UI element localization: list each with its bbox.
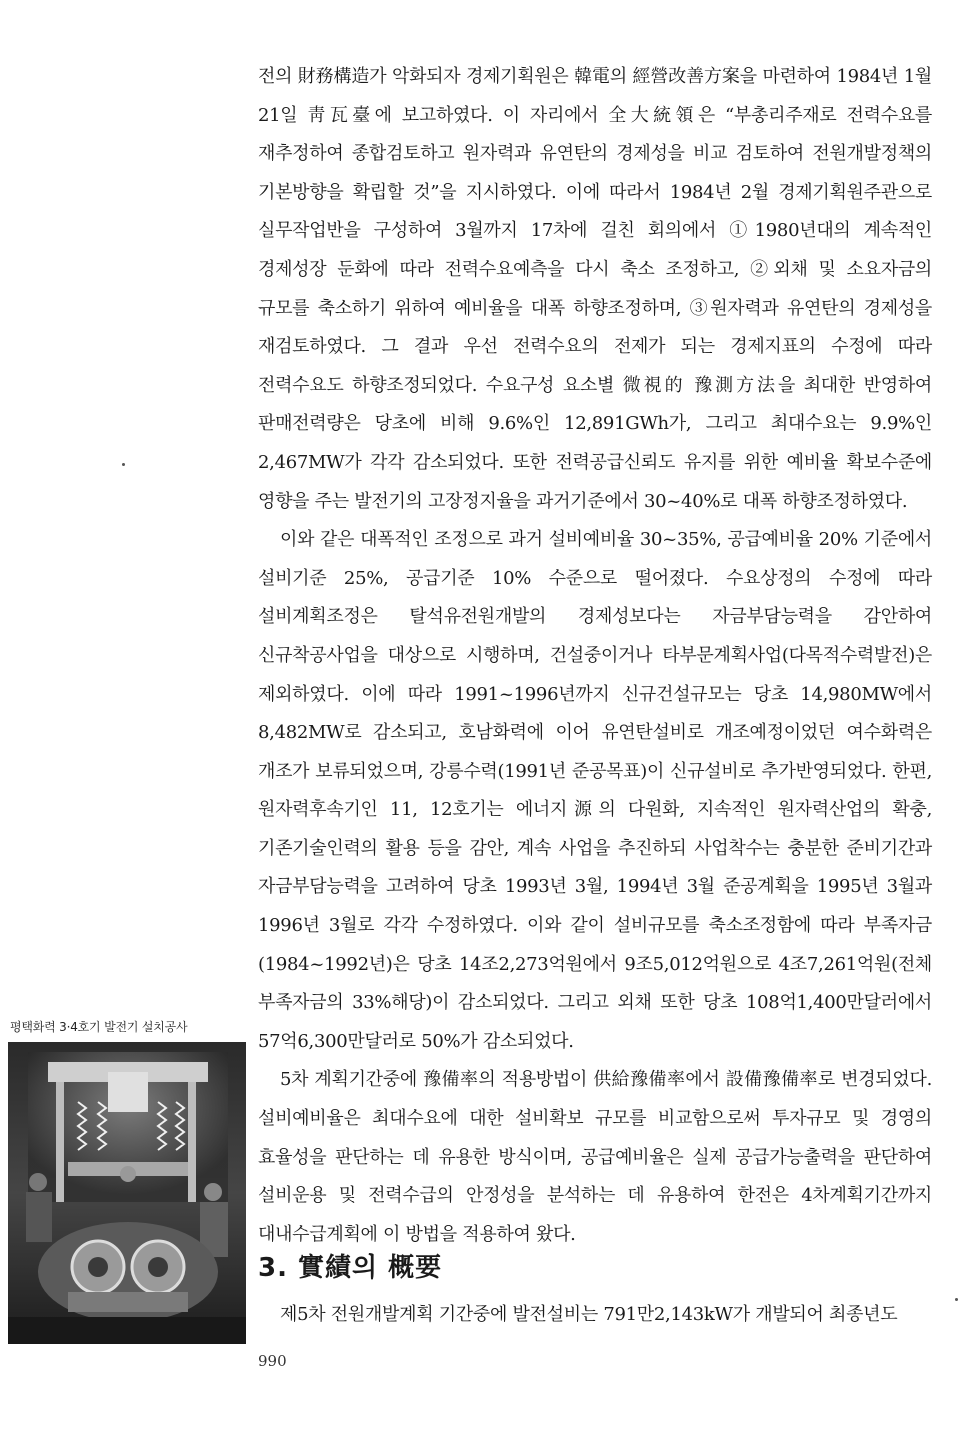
section-heading: 3. 實績의 概要 <box>258 1253 443 1283</box>
scan-speck <box>122 463 125 466</box>
generator-installation-photo <box>8 1042 246 1344</box>
paragraph-1: 전의 財務構造가 악화되자 경제기획원은 韓電의 經營改善方案을 마련하여 1984년 1월 21일 靑瓦臺에 보고하였다. 이 자리에서 全大統領은 “부총리주재로 전력수요를 재추정하여 종합검토하고 원자력과 유연탄의 경제성을 비교 검토하여 전원개발정책의 기본방향을 확립할 것”을 지시하였다. 이에 따라서 1984년 2월 경제기획원주관으로 실무작업반을 구성하여 3월까지 17차에 걸친 회의에서 ①1980년대의 계속적인 경제성장 둔화에 따라 전력수요예측을 다시 축소 조정하고, ②외채 및 소요자금의 규모를 축소하기 위하여 예비율을 대폭 하향조정하며, ③원자력과 유연탄의 경제성을 재검토하였다. 그 결과 우선 전력수요의 전제가 되는 경제지표의 수정에 따라 전력수요도 하향조정되었다. 수요구성 요소별 微視的 豫測方法을 최대한 반영하여 판매전력량은 당초에 비해 9.6%인 12,891GWh가, 그리고 최대수요는 9.9%인 2,467MW가 각각 감소되었다. 또한 전력공급신뢰도 유지를 위한 예비율 확보수준에 영향을 주는 발전기의 고장정지율을 과거기준에서 30~40%로 대폭 하향조정하였다. <box>258 66 932 512</box>
photo-illustration <box>8 1042 246 1344</box>
paragraph-3: 5차 계획기간중에 豫備率의 적용방법이 供給豫備率에서 設備豫備率로 변경되었다. 설비예비율은 최대수요에 대한 설비확보 규모를 비교함으로써 투자규모 및 경영의 효율성을 판단하는 데 유용한 방식이며, 공급예비율은 실제 공급가능출력을 판단하여 설비운용 및 전력수급의 안정성을 분석하는 데 유용하여 한전은 4차계획기간까지 대내수급계획에 이 방법을 적용하여 왔다. <box>258 1069 932 1245</box>
paragraph-2: 이와 같은 대폭적인 조정으로 과거 설비예비율 30~35%, 공급예비율 20% 기준에서 설비기준 25%, 공급기준 10% 수준으로 떨어졌다. 수요상정의 수정에 따라 설비계획조정은 탈석유전원개발의 경제성보다는 자금부담능력을 감안하여 신규착공사업을 대상으로 시행하며, 건설중이거나 타부문계획사업(다목적수력발전)은 제외하였다. 이에 따라 1991~1996년까지 신규건설규모는 당초 14,980MW에서 8,482MW로 감소되고, 호남화력에 이어 유연탄설비로 개조예정이었던 여수화력은 개조가 보류되었으며, 강릉수력(1991년 준공목표)이 신규설비로 추가반영되었다. 한편, 원자력후속기인 11, 12호기는 에너지源의 다원화, 지속적인 원자력산업의 확충, 기존기술인력의 활용 등을 감안, 계속 사업을 추진하되 사업착수는 충분한 준비기간과 자금부담능력을 고려하여 당초 1993년 3월, 1994년 3월 준공계획을 1995년 3월과 1996년 3월로 각각 수정하였다. 이와 같이 설비규모를 축소조정함에 따라 부족자금(1984~1992년)은 당초 14조2,273억원에서 9조5,012억원으로 4조7,261억원(전체 부족자금의 33%해당)이 감소되었다. 그리고 외채 또한 당초 108억1,400만달러에서 57억6,300만달러로 50%가 감소되었다. <box>258 529 932 1052</box>
scan-speck <box>955 1298 958 1301</box>
page-number: 990 <box>258 1352 287 1370</box>
figure-caption: 평택화력 3·4호기 발전기 설치공사 <box>10 1020 188 1034</box>
section-first-line: 제5차 전원개발계획 기간중에 발전설비는 791만2,143kW가 개발되어 최종년도 <box>280 1304 898 1325</box>
body-text <box>258 58 932 1254</box>
